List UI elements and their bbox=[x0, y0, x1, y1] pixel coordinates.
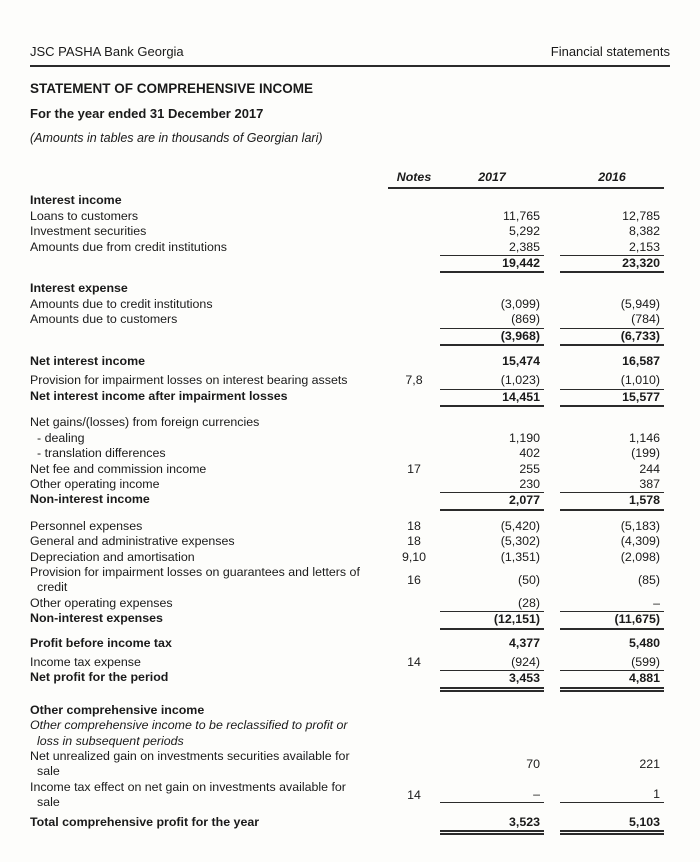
column-gap bbox=[544, 328, 560, 346]
row-value-2016: (784) bbox=[631, 312, 660, 327]
table-row bbox=[30, 519, 670, 534]
row-notes: 16 bbox=[407, 572, 421, 587]
row-notes bbox=[388, 636, 440, 651]
row-value-2017: (3,968) bbox=[440, 328, 544, 346]
header-rule bbox=[30, 65, 670, 67]
row-value-2017: 19,442 bbox=[440, 255, 544, 273]
row-notes bbox=[388, 611, 440, 629]
row-notes bbox=[388, 492, 440, 510]
row-value-2016: 1,578 bbox=[560, 492, 664, 510]
column-gap bbox=[544, 519, 560, 534]
column-gap bbox=[544, 240, 560, 255]
row-value-2016: (85) bbox=[637, 572, 660, 587]
column-gap bbox=[544, 462, 560, 477]
row-value-2017: (1,023) bbox=[500, 373, 540, 388]
row-label bbox=[30, 255, 388, 273]
column-gap bbox=[544, 596, 560, 611]
row-value-2017: 4,377 bbox=[508, 635, 540, 650]
row-value-2016 bbox=[560, 703, 664, 718]
column-gap bbox=[544, 209, 560, 224]
row-value-2017: – bbox=[440, 787, 544, 803]
row-value-2016: – bbox=[653, 595, 660, 610]
table-row bbox=[30, 611, 670, 629]
row-value-2016: 23,320 bbox=[560, 255, 664, 273]
row-value-2016: (6,733) bbox=[560, 328, 664, 346]
row-spacer bbox=[30, 692, 670, 703]
row-label: Total comprehensive profit for the year bbox=[30, 814, 260, 829]
row-value-2017: (3,099) bbox=[500, 296, 540, 311]
row-value-2016: 5,480 bbox=[628, 635, 660, 650]
row-notes bbox=[388, 224, 440, 239]
row-label: Investment securities bbox=[30, 224, 147, 239]
table-row bbox=[30, 240, 670, 255]
column-gap bbox=[544, 636, 560, 651]
document-page bbox=[30, 0, 670, 835]
column-header-2017: 2017 bbox=[478, 170, 506, 184]
row-value-2016: 244 bbox=[639, 461, 660, 476]
row-notes bbox=[388, 354, 440, 369]
row-notes bbox=[388, 389, 440, 407]
row-label: Other operating expenses bbox=[30, 595, 173, 610]
period-subtitle: For the year ended 31 December 2017 bbox=[30, 106, 264, 121]
row-value-2017: (924) bbox=[511, 654, 540, 669]
table-row bbox=[30, 462, 670, 477]
row-label: Other comprehensive income to be reclassified to profit or loss in subsequent periods bbox=[30, 718, 348, 748]
table-row bbox=[30, 749, 670, 780]
row-value-2017: (28) bbox=[517, 595, 540, 610]
row-notes bbox=[388, 193, 440, 208]
row-value-2016 bbox=[560, 281, 664, 296]
table-row bbox=[30, 815, 670, 835]
row-value-2016: (5,183) bbox=[620, 518, 660, 533]
row-label: Net interest income after impairment losses bbox=[30, 388, 288, 403]
row-label: Provision for impairment losses on interest bearing assets bbox=[30, 373, 348, 388]
row-label: Non-interest expenses bbox=[30, 611, 163, 626]
running-header-right: Financial statements bbox=[550, 44, 670, 59]
column-header-2016: 2016 bbox=[598, 170, 626, 184]
row-value-2016: 12,785 bbox=[622, 208, 660, 223]
row-value-2016: 221 bbox=[639, 756, 660, 771]
row-label: Net interest income bbox=[30, 354, 145, 369]
table-row bbox=[30, 477, 670, 492]
table-row bbox=[30, 255, 670, 273]
column-gap bbox=[544, 534, 560, 549]
column-gap bbox=[544, 170, 560, 185]
row-value-2017: (1,351) bbox=[500, 549, 540, 564]
row-value-2017: 2,077 bbox=[440, 492, 544, 510]
row-notes: 7,8 bbox=[405, 373, 423, 388]
table-row bbox=[30, 596, 670, 611]
table-row bbox=[30, 281, 670, 296]
table-header-label-spacer bbox=[30, 170, 388, 189]
row-value-2016: 2,153 bbox=[628, 239, 660, 254]
column-gap bbox=[544, 431, 560, 446]
row-label: Non-interest income bbox=[30, 492, 150, 507]
row-spacer bbox=[30, 273, 670, 281]
row-label: Amounts due to customers bbox=[30, 312, 178, 327]
row-notes bbox=[388, 703, 440, 718]
table-row bbox=[30, 636, 670, 651]
row-label: Net profit for the period bbox=[30, 670, 169, 685]
table-row bbox=[30, 209, 670, 224]
row-value-2017: 70 bbox=[526, 756, 540, 771]
column-gap bbox=[544, 611, 560, 629]
table-row bbox=[30, 431, 670, 446]
table-row bbox=[30, 224, 670, 239]
row-notes: 9,10 bbox=[401, 549, 427, 564]
row-notes bbox=[388, 328, 440, 346]
column-gap bbox=[544, 389, 560, 407]
table-row bbox=[30, 328, 670, 346]
table-row bbox=[30, 312, 670, 327]
row-notes bbox=[388, 477, 440, 492]
row-label: Net fee and commission income bbox=[30, 461, 207, 476]
row-label: Other operating income bbox=[30, 476, 160, 491]
table-row bbox=[30, 780, 670, 811]
column-gap bbox=[544, 477, 560, 492]
row-value-2017: 15,474 bbox=[502, 354, 540, 369]
table-row bbox=[30, 415, 670, 430]
column-gap bbox=[544, 815, 560, 835]
row-value-2016: (1,010) bbox=[620, 373, 660, 388]
table-row bbox=[30, 655, 670, 670]
row-label: Interest expense bbox=[30, 281, 128, 296]
row-value-2017: (5,420) bbox=[500, 518, 540, 533]
table-row bbox=[30, 565, 670, 596]
row-value-2017 bbox=[440, 415, 544, 430]
column-gap bbox=[544, 255, 560, 273]
row-value-2016 bbox=[560, 193, 664, 208]
row-notes bbox=[388, 431, 440, 446]
row-label: Personnel expenses bbox=[30, 518, 143, 533]
row-label: Amounts due from credit institutions bbox=[30, 239, 227, 254]
row-spacer bbox=[30, 407, 670, 415]
row-notes bbox=[388, 670, 440, 691]
column-gap bbox=[544, 193, 560, 208]
row-label: Income tax expense bbox=[30, 654, 141, 669]
row-value-2017: 2,385 bbox=[508, 239, 540, 254]
column-gap bbox=[544, 373, 560, 388]
row-value-2017: 11,765 bbox=[503, 208, 540, 223]
row-value-2016: 1 bbox=[560, 787, 664, 803]
row-notes bbox=[388, 815, 440, 835]
row-label bbox=[30, 328, 388, 346]
table-row bbox=[30, 492, 670, 510]
column-gap bbox=[544, 670, 560, 691]
row-notes bbox=[388, 297, 440, 312]
row-notes bbox=[388, 312, 440, 327]
column-gap bbox=[544, 550, 560, 565]
row-value-2017: 14,451 bbox=[440, 389, 544, 407]
column-gap bbox=[544, 749, 560, 780]
statement-title: STATEMENT OF COMPREHENSIVE INCOME bbox=[30, 81, 314, 96]
table-body bbox=[30, 193, 670, 835]
row-notes: 14 bbox=[407, 654, 421, 669]
row-value-2017 bbox=[440, 193, 544, 208]
row-value-2016: (5,949) bbox=[620, 296, 660, 311]
row-value-2017: 5,292 bbox=[508, 224, 540, 239]
row-value-2016: 1,146 bbox=[628, 430, 660, 445]
table-row bbox=[30, 534, 670, 549]
row-value-2016: (11,675) bbox=[560, 611, 664, 629]
table-row bbox=[30, 389, 670, 407]
row-notes: 17 bbox=[407, 461, 421, 476]
row-value-2017: (50) bbox=[517, 572, 540, 587]
row-label: Provision for impairment losses on guarantees and letters of credit bbox=[30, 564, 360, 595]
row-value-2017: 402 bbox=[519, 446, 540, 461]
row-label: Interest income bbox=[30, 193, 122, 208]
row-label: Loans to customers bbox=[30, 208, 139, 223]
column-gap bbox=[544, 415, 560, 430]
table-header-row bbox=[30, 170, 670, 189]
row-value-2016: (599) bbox=[631, 654, 660, 669]
row-notes bbox=[388, 281, 440, 296]
row-value-2016: (4,309) bbox=[620, 534, 660, 549]
column-gap bbox=[544, 312, 560, 327]
row-value-2016: 16,587 bbox=[622, 354, 660, 369]
row-value-2017 bbox=[440, 281, 544, 296]
row-value-2017: 3,523 bbox=[440, 815, 544, 835]
column-gap bbox=[544, 703, 560, 718]
row-value-2016: 8,382 bbox=[628, 224, 660, 239]
column-gap bbox=[544, 354, 560, 369]
column-header-notes: Notes bbox=[396, 170, 432, 184]
table-row bbox=[30, 718, 670, 749]
row-value-2016: 15,577 bbox=[560, 389, 664, 407]
table-row bbox=[30, 670, 670, 691]
row-label: General and administrative expenses bbox=[30, 534, 235, 549]
row-notes bbox=[388, 240, 440, 255]
row-value-2016: (2,098) bbox=[620, 549, 660, 564]
row-notes: 14 bbox=[407, 787, 421, 802]
row-value-2017 bbox=[440, 703, 544, 718]
row-label: Income tax effect on net gain on investments available for sale bbox=[30, 779, 346, 810]
row-value-2017: (869) bbox=[511, 312, 540, 327]
column-gap bbox=[544, 281, 560, 296]
row-label: Other comprehensive income bbox=[30, 702, 205, 717]
row-label: Depreciation and amortisation bbox=[30, 549, 195, 564]
table-row bbox=[30, 373, 670, 388]
income-statement-table bbox=[30, 170, 670, 835]
amounts-note: (Amounts in tables are in thousands of Georgian lari) bbox=[30, 131, 323, 145]
table-row bbox=[30, 703, 670, 718]
running-header bbox=[30, 44, 670, 60]
row-label: Profit before income tax bbox=[30, 635, 172, 650]
row-value-2016: 387 bbox=[639, 476, 660, 491]
row-notes bbox=[388, 415, 440, 430]
table-row bbox=[30, 297, 670, 312]
table-header-columns bbox=[388, 170, 664, 189]
row-label: - dealing bbox=[37, 430, 85, 445]
row-value-2016: 4,881 bbox=[560, 670, 664, 691]
row-notes bbox=[388, 255, 440, 273]
column-gap bbox=[544, 224, 560, 239]
row-label: Amounts due to credit institutions bbox=[30, 296, 213, 311]
row-value-2017: 230 bbox=[519, 476, 540, 491]
row-label: - translation differences bbox=[37, 446, 166, 461]
row-notes bbox=[388, 596, 440, 611]
row-spacer bbox=[30, 511, 670, 519]
table-row bbox=[30, 446, 670, 461]
row-value-2016: (199) bbox=[631, 446, 660, 461]
row-value-2017: (12,151) bbox=[440, 611, 544, 629]
running-header-left: JSC PASHA Bank Georgia bbox=[30, 44, 184, 59]
table-row bbox=[30, 193, 670, 208]
table-row bbox=[30, 354, 670, 369]
row-notes: 18 bbox=[407, 518, 421, 533]
row-label: Net gains/(losses) from foreign currencies bbox=[30, 415, 260, 430]
column-gap bbox=[544, 297, 560, 312]
row-label: Net unrealized gain on investments securities available for sale bbox=[30, 749, 350, 779]
column-gap bbox=[544, 718, 560, 749]
column-gap bbox=[544, 446, 560, 461]
table-row bbox=[30, 550, 670, 565]
column-gap bbox=[544, 565, 560, 596]
row-notes bbox=[388, 446, 440, 461]
column-gap bbox=[544, 780, 560, 811]
row-notes: 18 bbox=[407, 534, 421, 549]
row-value-2017: 1,190 bbox=[508, 430, 540, 445]
column-gap bbox=[544, 492, 560, 510]
row-value-2017: 3,453 bbox=[440, 670, 544, 691]
column-gap bbox=[544, 655, 560, 670]
row-value-2017: (5,302) bbox=[500, 534, 540, 549]
row-value-2017: 255 bbox=[519, 461, 540, 476]
row-value-2016: 5,103 bbox=[560, 815, 664, 835]
row-value-2016 bbox=[560, 415, 664, 430]
row-notes bbox=[388, 209, 440, 224]
row-spacer bbox=[30, 346, 670, 354]
